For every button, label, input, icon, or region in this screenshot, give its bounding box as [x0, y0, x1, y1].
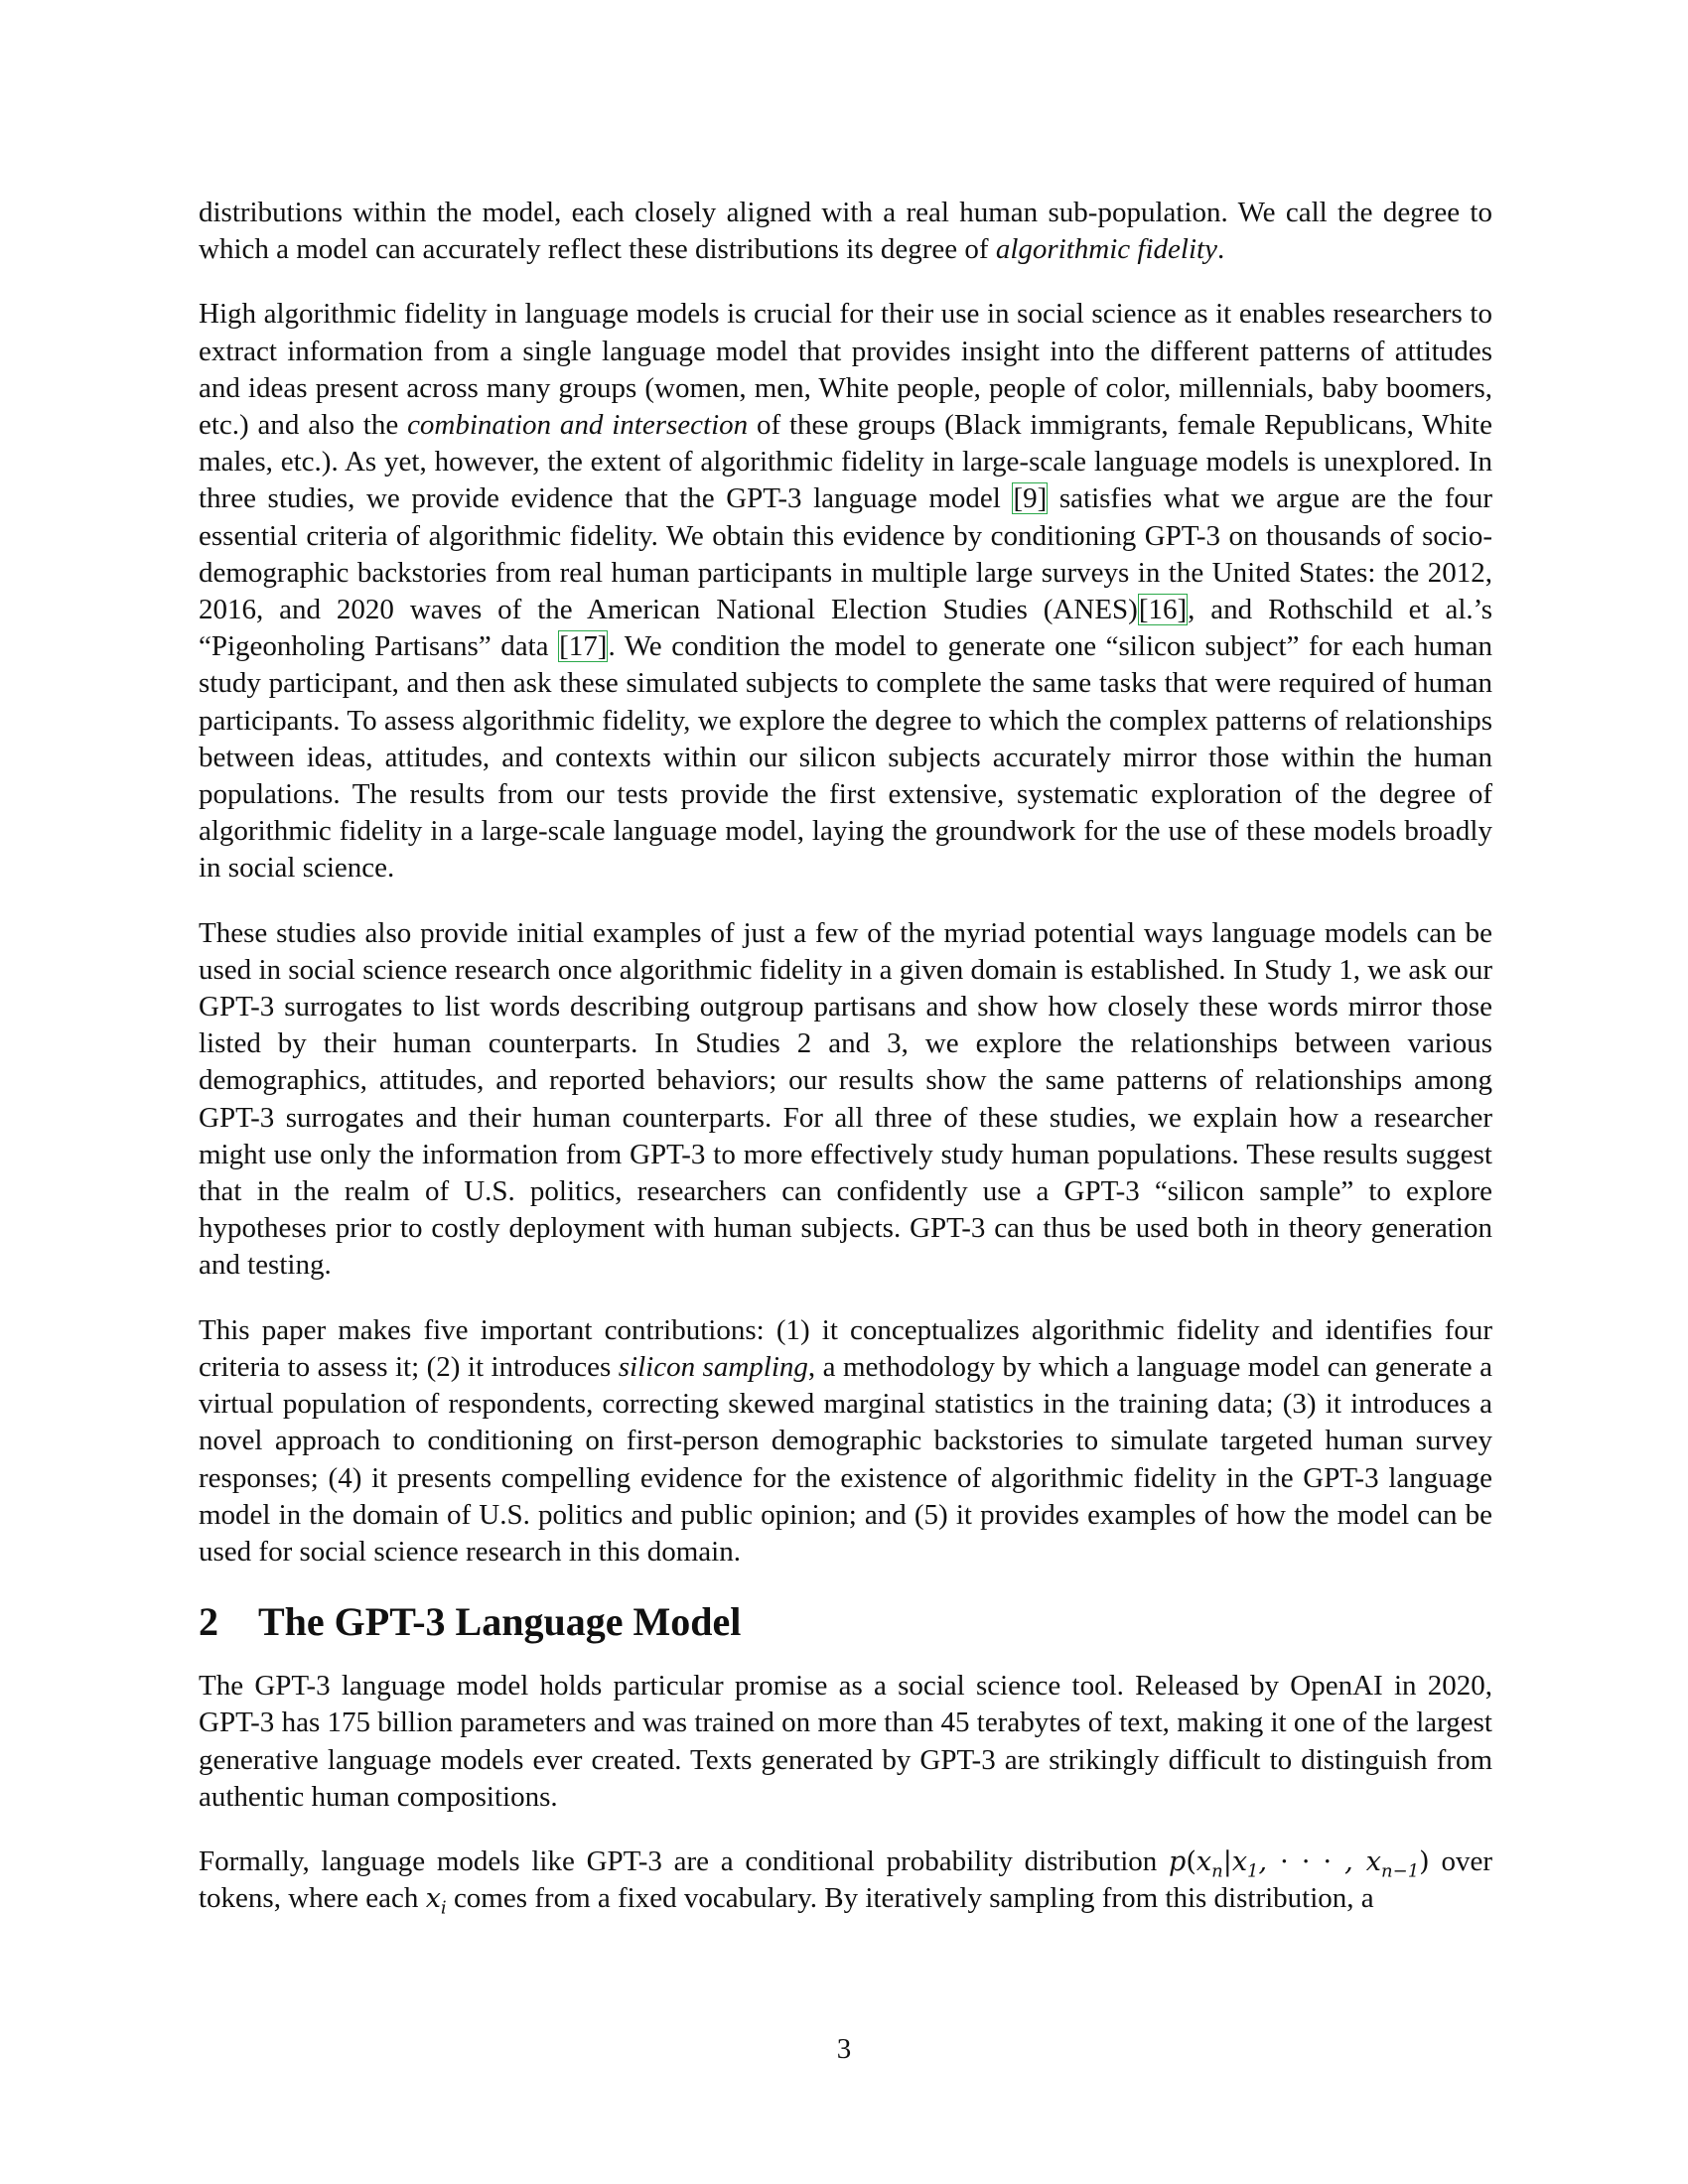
- token-variable: $x_i$: [425, 1883, 447, 1919]
- paragraph-4: [199, 1312, 1492, 1570]
- citation-link-16[interactable]: [16]: [1138, 594, 1188, 626]
- paragraph-1-text-a: distributions within the model, each closely aligned with a real human sub-population. We call the degree to which a model can accurately reflect these distributions its degree of: [199, 197, 1492, 266]
- silicon-sampling-term: silicon sampling: [618, 1350, 808, 1383]
- paragraph-1: [199, 195, 1492, 268]
- paper-page: [199, 195, 1492, 1945]
- paragraph-2: [199, 296, 1492, 887]
- paragraph-6-text-b: over tokens, where each: [199, 1844, 1492, 1915]
- paragraph-2-text-b: of these groups (Black immigrants, female Republicans, White males, etc.). As yet, however, the extent of algorithmic fidelity in large-scale language models is unexplored. In three studies, we provide evidence that the GPT-3 language model: [199, 409, 1492, 515]
- paragraph-5: The GPT-3 language model holds particular promise as a social science tool. Released by OpenAI in 2020, GPT-3 has 175 billion parameters and was trained on more than 45 terabytes of text, making it one of the largest generative language models ever created. Texts generated by GPT-3 are strikingly difficult to distinguish from authentic human compositions.: [199, 1670, 1492, 1813]
- paragraph-6-text-a: Formally, language models like GPT-3 are a conditional probability distribution: [199, 1844, 1170, 1877]
- section-heading: [199, 1598, 1492, 1646]
- paragraph-2-text-d: , and Rothschild et al.’s “Pigeonholing Partisans” data: [199, 594, 1492, 663]
- combination-intersection-term: combination and intersection: [407, 409, 749, 442]
- paragraph-6: [199, 1843, 1492, 1917]
- paragraph-4-text-a: This paper makes five important contributions: (1) it conceptualizes algorithmic fidelity and identifies four criteria to assess it; (2) it introduces: [199, 1313, 1492, 1383]
- paragraph-2-text-e: . We condition the model to generate one “silicon subject” for each human study participant, and then ask these simulated subjects to complete the same tasks that were required of human participants. To assess algorithmic fidelity, we explore the degree to which the complex patterns of relationships between ideas, attitudes, and contexts within our silicon subjects accurately mirror those within the human populations. The results from our tests provide the first extensive, systematic exploration of the degree of algorithmic fidelity in a large-scale language model, laying the groundwork for the use of these models broadly in social science.: [199, 630, 1492, 885]
- paragraph-2-text-a: High algorithmic fidelity in language models is crucial for their use in social science as it enables researchers to extract information from a single language model that provides insight into the different patterns of attitudes and ideas present across many groups (women, men, White people, people of color, millennials, baby boomers, etc.) and also the: [199, 298, 1492, 442]
- paragraph-1-text-b: .: [1216, 233, 1225, 266]
- paragraph-3: These studies also provide initial examples of just a few of the myriad potential ways language models can be used in social science research once algorithmic fidelity in a given domain is established. In Study 1, we ask our GPT-3 surrogates to list words describing outgroup partisans and show how closely these words mirror those listed by their human counterparts. In Studies 2 and 3, we explore the relationships between various demographics, attitudes, and reported behaviors; our results show the same patterns of relationships among GPT-3 surrogates and their human counterparts. For all three of these studies, we explain how a researcher might use only the information from GPT-3 to more effectively study human populations. These results suggest that in the realm of U.S. politics, researchers can confidently use a GPT-3 “silicon sample” to explore hypotheses prior to costly deployment with human subjects. GPT-3 can thus be used both in theory generation and testing.: [199, 916, 1492, 1282]
- paragraph-2-text-c: satisfies what we argue are the four essential criteria of algorithmic fidelity. We obtain this evidence by conditioning GPT-3 on thousands of socio-demographic backstories from real human participants in multiple large surveys in the United States: the 2012, 2016, and 2020 waves of the American National Election Studies (ANES): [199, 482, 1493, 626]
- section-title: The GPT-3 Language Model: [258, 1599, 742, 1645]
- section-number: 2: [199, 1599, 218, 1645]
- citation-link-17[interactable]: [17]: [559, 630, 608, 663]
- citation-link-9[interactable]: [9]: [1013, 482, 1048, 515]
- paragraph-6-text-c: comes from a fixed vocabulary. By iteratively sampling from this distribution, a: [446, 1882, 1374, 1915]
- algorithmic-fidelity-term: algorithmic fidelity: [995, 233, 1217, 266]
- conditional-probability-formula: $p(x_n|x_1$, · · · , $x_{n-1}$): [1169, 1845, 1430, 1882]
- page-number: 3: [836, 2033, 852, 2065]
- paragraph-4-text-b: , a methodology by which a language model can generate a virtual population of respondents, correcting skewed marginal statistics in the training data; (3) it introduces a novel approach to conditioning on first-person demographic backstories to simulate targeted human survey responses; (4) it presents compelling evidence for the existence of algorithmic fidelity in the GPT-3 language model in the domain of U.S. politics and public opinion; and (5) it provides examples of how the model can be used for social science research in this domain.: [199, 1350, 1493, 1568]
